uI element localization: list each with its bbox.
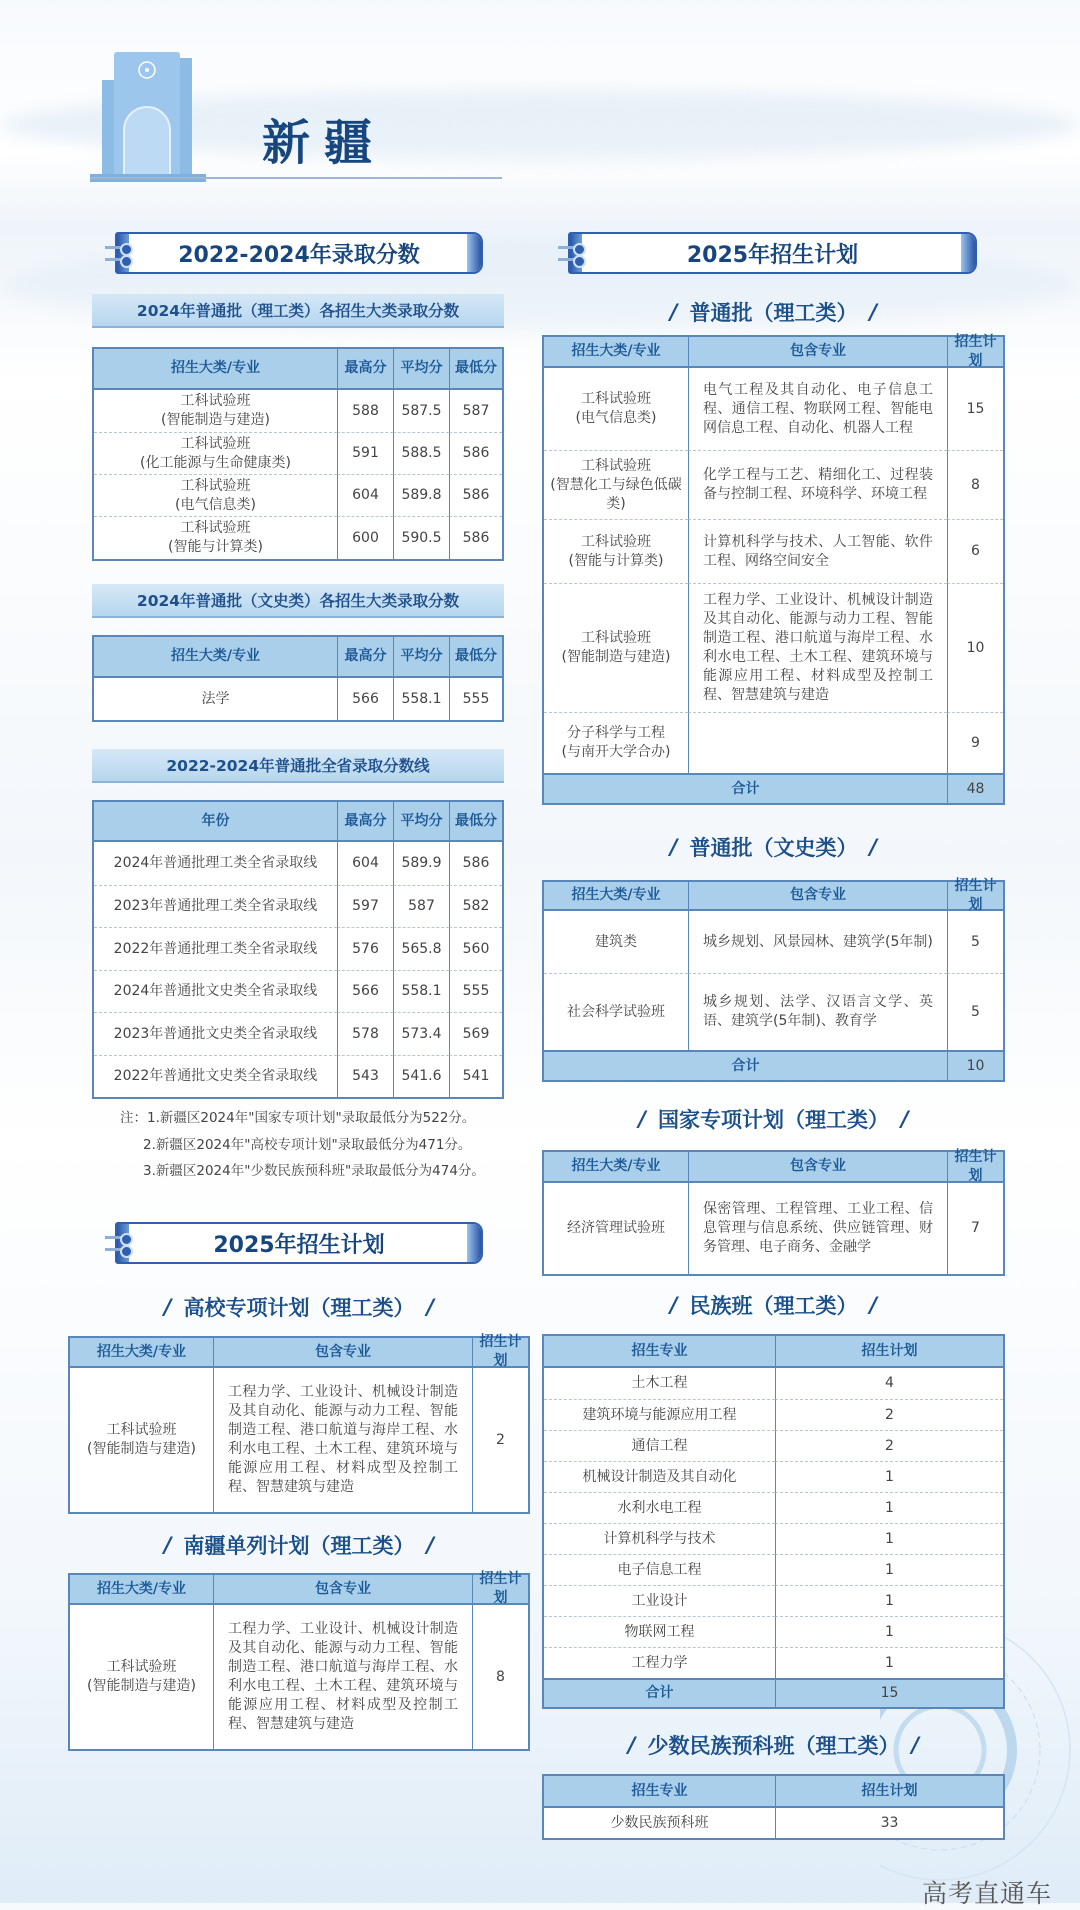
cell-value: 1 — [775, 1554, 1003, 1585]
column-header: 年份 — [94, 802, 337, 842]
cell-value: 604 — [337, 842, 393, 885]
section-banner-plan-right — [568, 232, 977, 274]
slash-decoration: / — [669, 1293, 678, 1317]
row-label: 通信工程 — [544, 1430, 775, 1461]
row-label: 2023年普通批文史类全省录取线 — [94, 1012, 337, 1055]
cell-value: 5 — [947, 911, 1003, 973]
cell-value: 569 — [449, 1012, 502, 1055]
binder-ring-icon — [105, 1248, 131, 1251]
row-label: 工科试验班 (化工能源与生命健康类) — [94, 432, 337, 474]
binder-ring-icon — [558, 258, 584, 261]
row-label: 工科试验班 (智能制造与建造) — [161, 393, 270, 428]
row-label: 物联网工程 — [544, 1616, 775, 1647]
score-table-ligong — [92, 347, 504, 561]
row-label: 机械设计制造及其自动化 — [544, 1461, 775, 1492]
banner-label: 2022-2024年录取分数 — [178, 242, 420, 268]
row-label: 工科试验班 (智能与计算类) — [94, 516, 337, 559]
note-line: 注：1.新疆区2024年"国家专项计划"录取最低分为522分。 — [120, 1110, 476, 1126]
row-label: 2022年普通批理工类全省录取线 — [94, 927, 337, 970]
cell-value: 560 — [449, 927, 502, 970]
cell-value: 604 — [337, 474, 393, 516]
cell-value: 33 — [775, 1808, 1003, 1838]
row-label: 土木工程 — [631, 1375, 688, 1391]
heading-ligong — [542, 296, 1005, 328]
binder-ring-icon — [105, 258, 131, 261]
column-header: 最低分 — [449, 802, 502, 842]
included-majors: 化学工程与工艺、精细化工、过程装备与控制工程、环境科学、环境工程 — [688, 450, 947, 519]
slash-decoration: / — [627, 1733, 636, 1757]
cell-value: 591 — [337, 432, 393, 474]
cell-value: 587.5 — [393, 390, 449, 432]
heading-label: 普通批（文史类） — [689, 836, 858, 860]
included-majors: 工程力学、工业设计、机械设计制造及其自动化、能源与动力工程、智能制造工程、港口航道与海岸工程、水利水电工程、土木工程、建筑环境与能源应用工程、材料成型及控制工程、智慧建筑与建造 — [213, 1605, 472, 1749]
column-header: 包含专业 — [688, 337, 947, 368]
column-header: 最高分 — [337, 349, 393, 390]
column-header: 招生大类/专业 — [544, 882, 688, 911]
cell-value: 565.8 — [393, 927, 449, 970]
slash-decoration: / — [669, 300, 678, 324]
watermark-text: 高考直通车 — [922, 1879, 1053, 1908]
subtitle-bar-wenshi-scores: 2024年普通批（文史类）各招生大类录取分数 — [92, 584, 504, 618]
column-header: 招生计划 — [775, 1336, 1003, 1368]
row-label: 电子信息工程 — [544, 1554, 775, 1585]
included-majors: 电气工程及其自动化、电子信息工程、通信工程、物联网工程、智能电网信息工程、自动化、机器人工程 — [688, 368, 947, 450]
column-header: 最高分 — [337, 637, 393, 678]
included-majors: 保密管理、工程管理、工业工程、信息管理与信息系统、供应链管理、财务管理、电子商务、金融学 — [688, 1183, 947, 1274]
cell-value: 6 — [947, 519, 1003, 583]
included-majors: 城乡规划、风景园林、建筑学(5年制) — [688, 911, 947, 973]
cell-value: 555 — [449, 678, 502, 720]
column-header: 招生计划 — [472, 1575, 528, 1605]
column-header: 招生计划 — [775, 1776, 1003, 1808]
cell-value: 7 — [947, 1183, 1003, 1274]
slash-decoration: / — [163, 1533, 172, 1557]
cell-value: 2 — [472, 1368, 528, 1512]
column-header: 包含专业 — [213, 1338, 472, 1368]
row-label: 工程力学 — [544, 1647, 775, 1678]
column-header: 最低分 — [449, 349, 502, 390]
cell-value: 15 — [947, 368, 1003, 450]
column-header: 招生计划 — [947, 337, 1003, 368]
cell-value: 576 — [337, 927, 393, 970]
section-banner-plan-left — [115, 1222, 483, 1264]
column-header: 最低分 — [449, 637, 502, 678]
banner-label: 2025年招生计划 — [213, 1232, 385, 1258]
column-header: 招生大类/专业 — [70, 1338, 213, 1368]
subtitle-bar-province-lines: 2022-2024年普通批全省录取分数线 — [92, 749, 504, 783]
included-majors: 工程力学、工业设计、机械设计制造及其自动化、能源与动力工程、智能制造工程、港口航道与海岸工程、水利水电工程、土木工程、建筑环境与能源应用工程、材料成型及控制工程、智慧建筑与建造 — [213, 1368, 472, 1512]
row-label: 工科试验班 (电气信息类) — [94, 474, 337, 516]
note-line: 2.新疆区2024年"高校专项计划"录取最低分为471分。 — [143, 1137, 472, 1153]
heading-label: 民族班（理工类） — [689, 1294, 858, 1318]
binder-ring-icon — [105, 246, 131, 249]
row-label: 建筑类 — [595, 933, 637, 950]
slash-decoration: / — [911, 1733, 920, 1757]
slash-decoration: / — [869, 1293, 878, 1317]
cell-value: 2 — [775, 1430, 1003, 1461]
column-header: 招生大类/专业 — [544, 337, 688, 368]
row-label: 经济管理试验班 — [567, 1220, 665, 1236]
column-header: 包含专业 — [688, 882, 947, 911]
row-label: 工科试验班 (智能制造与建造) — [87, 1422, 196, 1457]
column-header: 包含专业 — [213, 1575, 472, 1605]
plan-table-nanjiang — [68, 1573, 530, 1751]
cell-value: 578 — [337, 1012, 393, 1055]
cell-value: 586 — [449, 516, 502, 559]
plan-table-guojia — [542, 1150, 1005, 1276]
title-divider — [90, 177, 502, 179]
heading-label: 少数民族预科班（理工类） — [647, 1734, 900, 1758]
cell-value: 10 — [947, 583, 1003, 712]
cell-value: 588.5 — [393, 432, 449, 474]
included-majors: 城乡规划、法学、汉语言文学、英语、建筑学(5年制)、教育学 — [688, 973, 947, 1050]
binder-ring-icon — [558, 246, 584, 249]
column-header: 最高分 — [337, 802, 393, 842]
row-label: 2022年普通批文史类全省录取线 — [94, 1055, 337, 1097]
slash-decoration: / — [638, 1107, 646, 1131]
plan-table-wenshi — [542, 877, 1005, 1082]
row-label: 工业设计 — [544, 1585, 775, 1616]
column-header: 招生大类/专业 — [94, 349, 337, 390]
cell-value: 2 — [775, 1399, 1003, 1430]
slash-decoration: / — [426, 1295, 435, 1319]
slash-decoration: / — [669, 835, 678, 859]
included-majors: 计算机科学与技术、人工智能、软件工程、网络空间安全 — [688, 519, 947, 583]
cell-value: 1 — [775, 1523, 1003, 1554]
total-label: 合计 — [544, 773, 947, 803]
row-label: 水利水电工程 — [544, 1492, 775, 1523]
column-header: 招生专业 — [544, 1336, 775, 1368]
total-value: 10 — [947, 1050, 1003, 1080]
cell-value: 558.1 — [393, 678, 449, 720]
cell-value: 597 — [337, 885, 393, 927]
slash-decoration: / — [163, 1295, 172, 1319]
column-header: 招生专业 — [544, 1776, 775, 1808]
heading-label: 普通批（理工类） — [689, 301, 858, 325]
note-line: 3.新疆区2024年"少数民族预科班"录取最低分为474分。 — [143, 1163, 485, 1179]
heading-yuke — [542, 1729, 1005, 1761]
column-header: 招生计划 — [947, 882, 1003, 911]
plan-table-yuke — [542, 1774, 1005, 1840]
total-value: 15 — [775, 1678, 1003, 1707]
row-label: 工科试验班 (智慧化工与绿色低碳类) — [544, 450, 688, 519]
total-label: 合计 — [544, 1050, 947, 1080]
heading-guojia — [542, 1103, 1005, 1135]
cell-value: 9 — [947, 712, 1003, 773]
heading-label: 国家专项计划（理工类） — [658, 1108, 889, 1132]
total-value: 48 — [947, 773, 1003, 803]
cell-value: 587 — [449, 390, 502, 432]
university-building-icon — [90, 50, 206, 182]
row-label: 2024年普通批文史类全省录取线 — [94, 970, 337, 1012]
page-title: 新疆 — [262, 115, 387, 171]
heading-label: 南疆单列计划（理工类） — [183, 1534, 415, 1558]
column-header: 平均分 — [393, 349, 449, 390]
column-header: 招生大类/专业 — [544, 1152, 688, 1183]
heading-nanjiang — [68, 1529, 530, 1561]
column-header: 平均分 — [393, 802, 449, 842]
cell-value: 8 — [947, 450, 1003, 519]
plan-table-minzu — [542, 1334, 1005, 1709]
column-header: 招生大类/专业 — [94, 637, 337, 678]
column-header: 包含专业 — [688, 1152, 947, 1183]
section-banner-scores — [115, 232, 483, 274]
plan-table-ligong — [542, 335, 1005, 805]
row-label: 2023年普通批理工类全省录取线 — [94, 885, 337, 927]
cell-value: 1 — [775, 1647, 1003, 1678]
cell-value: 586 — [449, 432, 502, 474]
cell-value: 566 — [337, 678, 393, 720]
cell-value: 555 — [449, 970, 502, 1012]
row-label: 工科试验班 (智能制造与建造) — [544, 583, 688, 712]
cell-value: 5 — [947, 973, 1003, 1050]
banner-label: 2025年招生计划 — [686, 242, 859, 268]
slash-decoration: / — [426, 1533, 435, 1557]
cell-value: 588 — [337, 390, 393, 432]
cell-value: 1 — [775, 1461, 1003, 1492]
cell-value: 590.5 — [393, 516, 449, 559]
subtitle-bar-ligong-scores: 2024年普通批（理工类）各招生大类录取分数 — [92, 294, 504, 328]
heading-wenshi — [542, 831, 1005, 863]
cell-value: 558.1 — [393, 970, 449, 1012]
column-header: 招生计划 — [472, 1338, 528, 1368]
cell-value: 1 — [775, 1492, 1003, 1523]
cell-value: 600 — [337, 516, 393, 559]
row-label: 工科试验班 (智能制造与建造) — [87, 1659, 196, 1694]
cell-value: 589.8 — [393, 474, 449, 516]
cell-value: 541 — [449, 1055, 502, 1097]
total-label: 合计 — [544, 1678, 775, 1707]
cell-value: 582 — [449, 885, 502, 927]
column-header: 平均分 — [393, 637, 449, 678]
cell-value: 586 — [449, 842, 502, 885]
slash-decoration: / — [869, 300, 878, 324]
heading-label: 高校专项计划（理工类） — [183, 1296, 415, 1320]
cell-value: 1 — [775, 1585, 1003, 1616]
cell-value: 4 — [775, 1368, 1003, 1399]
cell-value: 566 — [337, 970, 393, 1012]
heading-minzu — [542, 1289, 1005, 1321]
cell-value: 1 — [775, 1616, 1003, 1647]
row-label: 分子科学与工程 (与南开大学合办) — [544, 712, 688, 773]
cell-value: 586 — [449, 474, 502, 516]
slash-decoration: / — [869, 835, 878, 859]
score-table-wenshi — [92, 635, 504, 722]
cell-value: 573.4 — [393, 1012, 449, 1055]
plan-table-gaoxiao — [68, 1336, 530, 1514]
row-label: 建筑环境与能源应用工程 — [544, 1399, 775, 1430]
slash-decoration: / — [901, 1107, 909, 1131]
row-label: 工科试验班 (智能与计算类) — [544, 519, 688, 583]
cell-value: 587 — [393, 885, 449, 927]
included-majors: 工程力学、工业设计、机械设计制造及其自动化、能源与动力工程、智能制造工程、港口航道与海岸工程、水利水电工程、土木工程、建筑环境与能源应用工程、材料成型及控制工程、智慧建筑与建造 — [688, 583, 947, 712]
cell-value: 543 — [337, 1055, 393, 1097]
row-label: 2024年普通批理工类全省录取线 — [113, 855, 318, 871]
province-lines-table — [92, 800, 504, 1099]
binder-ring-icon — [105, 1236, 131, 1239]
cell-value: 8 — [472, 1605, 528, 1749]
cell-value: 541.6 — [393, 1055, 449, 1097]
row-label: 少数民族预科班 — [610, 1814, 709, 1831]
column-header: 招生计划 — [947, 1152, 1003, 1183]
heading-gaoxiao — [68, 1291, 530, 1323]
column-header: 招生大类/专业 — [70, 1575, 213, 1605]
row-label: 工科试验班 (电气信息类) — [575, 391, 657, 426]
row-label: 社会科学试验班 — [544, 973, 688, 1050]
included-majors — [688, 712, 947, 773]
row-label: 计算机科学与技术 — [544, 1523, 775, 1554]
row-label: 法学 — [201, 690, 230, 707]
cell-value: 589.9 — [393, 842, 449, 885]
